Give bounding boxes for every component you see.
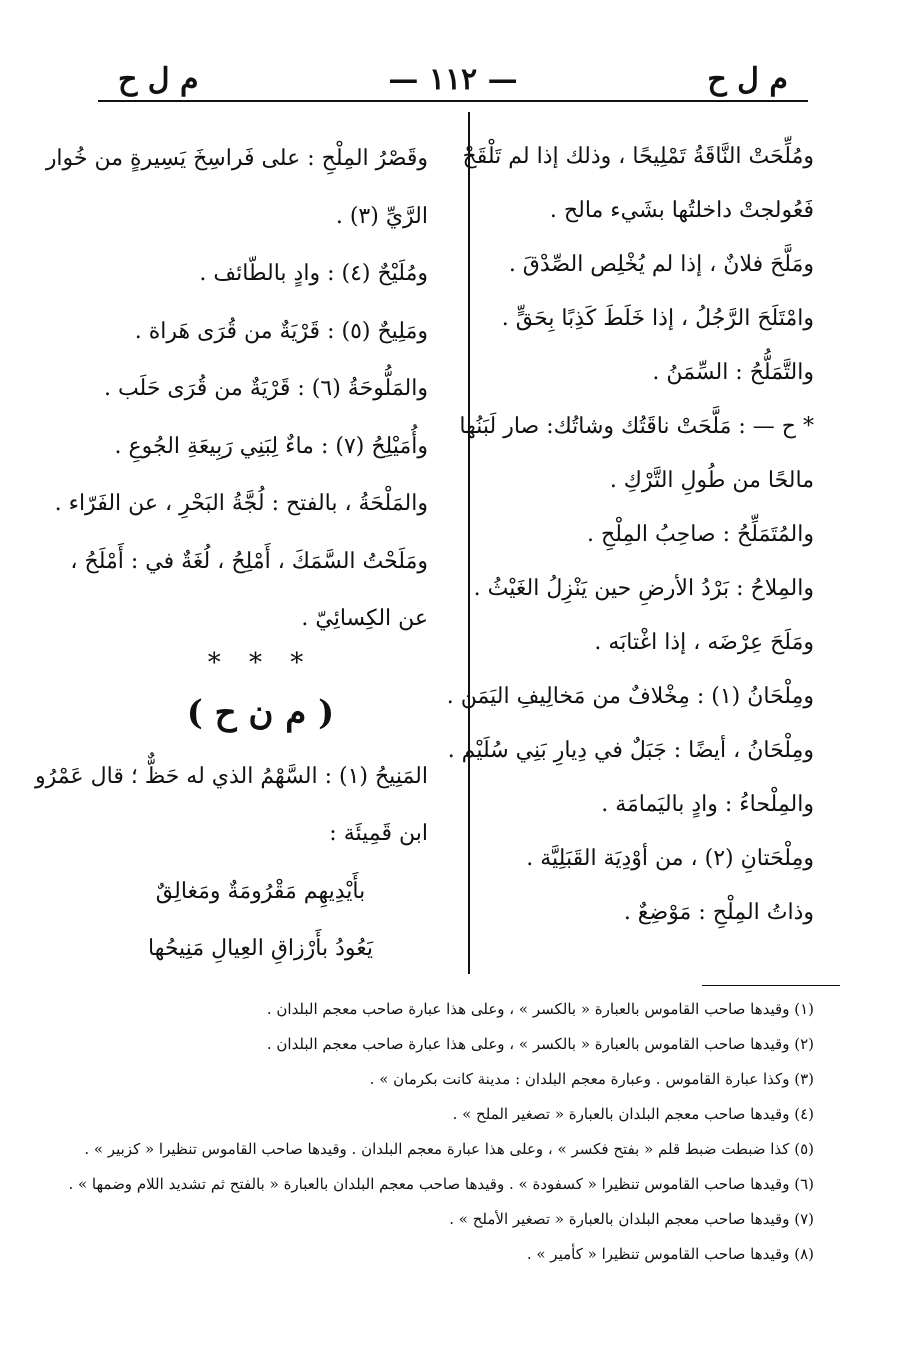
column-divider bbox=[468, 112, 470, 974]
left-column-line: ومُلَيْحٌ (٤) : وادٍ بالطّائف . bbox=[199, 261, 428, 286]
right-column-line: والمِلْحاءُ : وادٍ باليَمامَة . bbox=[601, 792, 814, 817]
right-column-line: والمِلاحُ : بَرْدُ الأرضِ حين يَنْزِلُ الغَيْثُ . bbox=[473, 576, 814, 601]
footnotes bbox=[68, 992, 814, 1272]
right-column-line: مالحًا من طُولِ التَّرْكِ . bbox=[609, 468, 814, 493]
left-column-line: عن الكِسائِيّ . bbox=[301, 606, 428, 631]
right-column-line: * ح — : مَلَّحَتْ ناقَتُك وشاتُك: صار لَبَنُها bbox=[459, 414, 814, 439]
footnote: (٢) وقيدها صاحب القاموس بالعبارة « بالكسر » ، وعلى هذا عبارة صاحب معجم البلدان . bbox=[266, 1035, 814, 1053]
footnote-rule bbox=[702, 985, 840, 986]
footnote: (٣) وكذا عبارة القاموس . وعبارة معجم البلدان : مدينة كانت بكرمان » . bbox=[369, 1070, 814, 1088]
left-column-line: والمَلْحَةُ ، بالفتح : لُجَّةُ البَحْرِ ، عن الفَرّاء . bbox=[54, 491, 428, 516]
footnote: (٦) وقيدها صاحب القاموس تنظيرا « كسفودة » . وقيدها صاحب معجم البلدان بالعبارة « بالفتح ثم تشديد اللام وضمها » . bbox=[68, 1175, 814, 1193]
right-column-line: ومِلْحَانُ ، أيضًا : جَبَلٌ في دِيارِ بَنِي سُلَيْم . bbox=[447, 738, 814, 763]
section-separator-stars: * * * bbox=[207, 647, 314, 678]
header-rule bbox=[98, 100, 808, 102]
right-column-line: وامْتَلَحَ الرَّجُلُ ، إذا خَلَطَ كَذِبًا بِحَقٍّ . bbox=[501, 306, 814, 331]
right-column-line: فَعُولجتْ داخلتُها بشَيء مالح . bbox=[549, 198, 814, 223]
footnote: (٨) وقيدها صاحب القاموس تنظيرا « كأمير » . bbox=[526, 1245, 814, 1263]
footnote: (٤) وقيدها صاحب معجم البلدان بالعبارة « تصغير الملح » . bbox=[452, 1105, 814, 1123]
footnote: (١) وقيدها صاحب القاموس بالعبارة « بالكسر » ، وعلى هذا عبارة صاحب معجم البلدان . bbox=[266, 1000, 814, 1018]
right-column-line: والتَّمَلُّحُ : السِّمَنُ . bbox=[652, 360, 814, 385]
left-column-line: والمَلُّوحَةُ (٦) : قَرْيَةٌ من قُرَى حَلَب . bbox=[103, 376, 428, 401]
left-column-line: وأُمَيْلِحُ (٧) : ماءٌ لِبَنِي رَبِيعَةِ الجُوعِ . bbox=[114, 433, 428, 459]
left-column-line: الرَّيِّ (٣) . bbox=[335, 203, 428, 229]
footnote: (٧) وقيدها صاحب معجم البلدان بالعبارة « تصغير الأملح » . bbox=[449, 1210, 814, 1228]
left-column-line: ومَلَحْتُ السَّمَكَ ، أَمْلِحُ ، لُغَةٌ في : أَمْلَحُ ، bbox=[70, 548, 428, 574]
left-column bbox=[35, 130, 428, 978]
footnote: (٥) كذا ضبطت ضبط قلم « بفتح فكسر » ، وعلى هذا عبارة معجم البلدان . وقيدها صاحب القاموس تنظيرا « كزبير » . bbox=[84, 1140, 814, 1158]
left-column-line: ابن قَمِيئَة : bbox=[329, 821, 428, 846]
left-column-line: ومَلِيحٌ (٥) : قَرْيَةٌ من قُرَى هَراة . bbox=[134, 318, 428, 344]
right-column bbox=[446, 130, 814, 940]
right-column-line: والمُتَمَلِّحُ : صاحِبُ المِلْحِ . bbox=[587, 522, 814, 547]
header-root-right: م ل ح bbox=[707, 62, 788, 97]
verse-line: بأَيْدِيهِم مَقْرُومَةٌ ومَغالِقٌ bbox=[155, 878, 366, 904]
left-column-line: وقَصْرُ المِلْحِ : على فَراسِخَ يَسِيرةٍ من خُوار bbox=[45, 146, 428, 171]
left-column-line: المَنِيحُ (١) : السَّهْمُ الذي له حَظٌّ ؛ قال عَمْرُو bbox=[35, 763, 428, 789]
page-number: — ١١٢ — bbox=[388, 62, 518, 97]
right-column-line: ومَلَحَ عِرْضَه ، إذا اغْتابَه . bbox=[594, 630, 814, 655]
header-root-left: م ل ح bbox=[118, 62, 199, 97]
right-column-line: ومِلْحَانُ (١) : مِخْلافٌ من مَخالِيفِ اليَمَن . bbox=[446, 684, 814, 709]
right-column-line: ومُلِّحَتْ النَّاقَةُ تَمْلِيحًا ، وذلك إذا لم تَلْقَحْ bbox=[462, 144, 814, 169]
right-column-line: وذاتُ المِلْحِ : مَوْضِعٌ . bbox=[623, 900, 814, 925]
right-column-line: ومَلَّحَ فلانٌ ، إذا لم يُخْلِص الصِّدْقَ . bbox=[508, 252, 814, 277]
verse-line: يَعُودُ بأَرْزاقِ العِيالِ مَنِيحُها bbox=[148, 936, 373, 961]
right-column-line: ومِلْحَتانِ (٢) ، من أوْدِيَة القَبَلِيَّة . bbox=[526, 846, 814, 871]
section-heading: ( م ن ح ) bbox=[186, 692, 335, 733]
